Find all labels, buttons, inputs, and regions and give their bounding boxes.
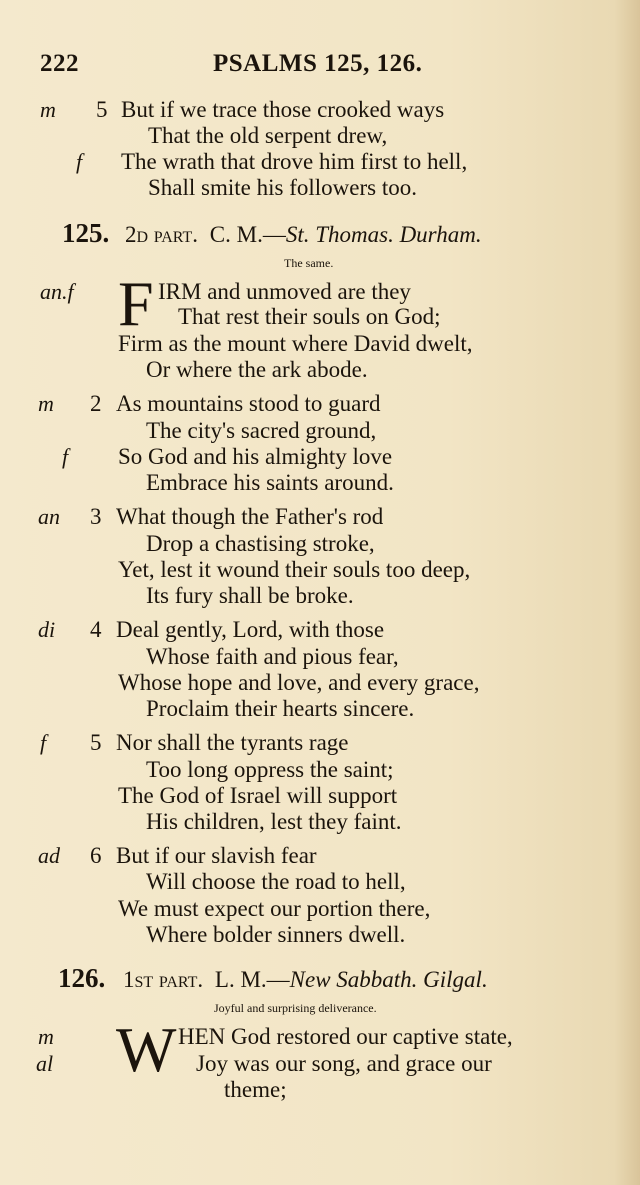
hymn-subtitle: Joyful and surprising deliverance. bbox=[214, 1001, 377, 1015]
page-number: 222 bbox=[40, 50, 79, 77]
verse-line: But if our slavish fear bbox=[116, 843, 317, 868]
hymn-part: 2d part. bbox=[125, 222, 199, 247]
dynamic-mark: f bbox=[76, 149, 83, 174]
verse-number: 5 bbox=[96, 97, 108, 122]
drop-cap: F bbox=[118, 268, 154, 339]
verse-line: Yet, lest it wound their souls too deep, bbox=[118, 557, 471, 582]
verse-line: But if we trace those crooked ways bbox=[121, 97, 445, 122]
hymn-number: 125. bbox=[62, 218, 110, 248]
running-header bbox=[40, 50, 600, 86]
verse-line: HEN God restored our captive state, bbox=[178, 1024, 513, 1049]
verse-line: That rest their souls on God; bbox=[178, 304, 441, 329]
hymn-meter: C. M.— bbox=[209, 222, 286, 247]
verse-line: That the old serpent drew, bbox=[148, 123, 388, 148]
verse-number: 4 bbox=[90, 617, 102, 642]
hymn-meter: L. M.— bbox=[214, 967, 290, 992]
hymn-number: 126. bbox=[58, 963, 106, 993]
verse-line: The city's sacred ground, bbox=[146, 418, 377, 443]
verse-line: The wrath that drove him first to hell, bbox=[121, 149, 468, 174]
verse-line: The God of Israel will support bbox=[118, 783, 398, 808]
dynamic-mark: ad bbox=[38, 843, 60, 868]
verse-line: So God and his almighty love bbox=[118, 444, 393, 469]
hymn-heading bbox=[62, 218, 482, 250]
verse-line: Will choose the road to hell, bbox=[146, 869, 406, 894]
verse-line: Where bolder sinners dwell. bbox=[146, 922, 406, 947]
verse-line: Shall smite his followers too. bbox=[148, 175, 417, 200]
dynamic-mark: an bbox=[38, 504, 60, 529]
verse-line: Or where the ark abode. bbox=[146, 357, 368, 382]
verse-line: Its fury shall be broke. bbox=[146, 583, 354, 608]
verse-line: Firm as the mount where David dwelt, bbox=[118, 331, 473, 356]
verse-number: 5 bbox=[90, 730, 102, 755]
dynamic-mark: di bbox=[38, 617, 56, 642]
page-title: PSALMS 125, 126. bbox=[213, 50, 423, 77]
hymn-part: 1st part. bbox=[123, 967, 204, 992]
verse-line: Nor shall the tyrants rage bbox=[116, 730, 349, 755]
dynamic-mark: f bbox=[40, 730, 47, 755]
verse-line: Proclaim their hearts sincere. bbox=[146, 696, 415, 721]
dynamic-mark: f bbox=[62, 444, 69, 469]
verse-line: His children, lest they faint. bbox=[146, 809, 402, 834]
hymn-tunes: New Sabbath. Gilgal. bbox=[289, 967, 488, 992]
verse-number: 6 bbox=[90, 843, 102, 868]
verse-line: Drop a chastising stroke, bbox=[146, 531, 375, 556]
verse-line: Too long oppress the saint; bbox=[146, 757, 394, 782]
verse-line: Joy was our song, and grace our bbox=[196, 1051, 492, 1076]
verse-line: Whose hope and love, and every grace, bbox=[118, 670, 480, 695]
hymn-tunes: St. Thomas. Durham. bbox=[285, 222, 482, 247]
dynamic-mark: m bbox=[40, 97, 56, 122]
hymn-subtitle: The same. bbox=[284, 256, 334, 270]
verse-line: As mountains stood to guard bbox=[116, 391, 381, 416]
verse-number: 2 bbox=[90, 391, 102, 416]
dynamic-mark: an.f bbox=[40, 279, 74, 304]
dynamic-mark: m bbox=[38, 391, 54, 416]
verse-line: Embrace his saints around. bbox=[146, 470, 394, 495]
dynamic-mark: al bbox=[36, 1051, 54, 1076]
verse-line: We must expect our portion there, bbox=[118, 896, 431, 921]
verse-line: Deal gently, Lord, with those bbox=[116, 617, 385, 642]
verse-line: Whose faith and pious fear, bbox=[146, 644, 399, 669]
hymn-heading bbox=[58, 963, 488, 995]
verse-number: 3 bbox=[90, 504, 102, 529]
verse-line: What though the Father's rod bbox=[116, 504, 384, 529]
verse-line: theme; bbox=[224, 1077, 287, 1102]
drop-cap: W bbox=[116, 1014, 177, 1085]
dynamic-mark: m bbox=[38, 1024, 54, 1049]
verse-line: IRM and unmoved are they bbox=[158, 279, 411, 304]
